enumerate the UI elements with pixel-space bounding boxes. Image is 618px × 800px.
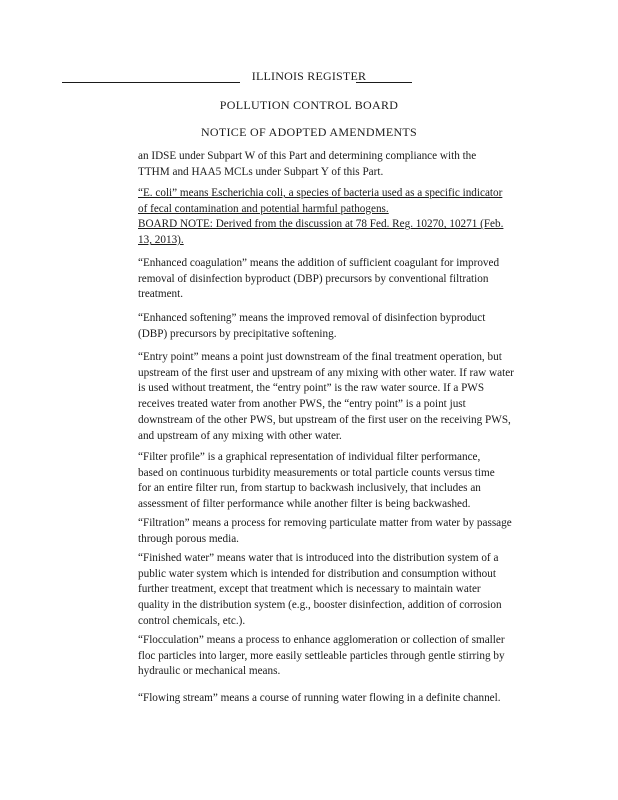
text-line: upstream of the first user and upstream of any mixing with other water. If raw water	[138, 366, 514, 379]
paragraph-finished-water	[138, 551, 523, 630]
text-line: “Entry point” means a point just downstream of the final treatment operation, but	[138, 351, 502, 363]
text-line: and upstream of any mixing with other water.	[138, 429, 342, 442]
paragraph-flowing-stream	[138, 691, 523, 707]
text-line: (DBP) precursors by precipitative softening.	[138, 327, 337, 340]
text-line: public water system which is intended for distribution and consumption without	[138, 567, 496, 580]
text-line: is used without treatment, the “entry point” is the raw water source. If a PWS	[138, 382, 485, 395]
paragraph-entry-point	[138, 350, 523, 444]
text-line: floc particles into larger, more easily settleable particles through gentle stirring by	[138, 649, 505, 662]
paragraph-enhanced-coagulation	[138, 256, 523, 303]
paragraph-filter-profile	[138, 450, 523, 513]
text-line: through porous media.	[138, 532, 239, 545]
paragraph-e-coli	[138, 186, 523, 249]
text-line: control chemicals, etc.).	[138, 614, 246, 627]
text-line: “Enhanced softening” means the improved removal of disinfection byproduct	[138, 312, 486, 324]
text-line: downstream of the other PWS, but upstream of the first user on the receiving PWS,	[138, 413, 511, 426]
text-line: “E. coli” means Escherichia coli, a species of bacteria used as a specific indicator	[138, 187, 503, 199]
text-line: further treatment, except that treatment which is necessary to maintain water	[138, 583, 481, 596]
text-line: TTHM and HAA5 MCLs under Subpart Y of this Part.	[138, 165, 384, 178]
text-line: quality in the distribution system (e.g., booster disinfection, addition of corrosion	[138, 599, 502, 612]
board-note-line: BOARD NOTE: Derived from the discussion at 78 Fed. Reg. 10270, 10271 (Feb.	[138, 218, 504, 231]
text-line: “Flowing stream” means a course of running water flowing in a definite channel.	[138, 692, 501, 704]
text-line: “Filter profile” is a graphical representation of individual filter performance,	[138, 451, 481, 463]
notice-title: NOTICE OF ADOPTED AMENDMENTS	[200, 125, 418, 139]
board-note-line: 13, 2013).	[138, 234, 184, 247]
paragraph-flocculation	[138, 633, 523, 680]
paragraph-continuation	[138, 149, 523, 180]
board-title: POLLUTION CONTROL BOARD	[219, 98, 399, 112]
text-line: receives treated water from another PWS, the “entry point” is a point just	[138, 398, 466, 411]
paragraph-enhanced-softening	[138, 311, 523, 342]
text-line: “Enhanced coagulation” means the addition of sufficient coagulant for improved	[138, 257, 500, 269]
text-line: assessment of filter performance while another filter is being backwashed.	[138, 498, 471, 511]
text-line: treatment.	[138, 288, 184, 301]
register-title: ILLINOIS REGISTER	[251, 69, 367, 83]
text-line: based on continuous turbidity measurements or total particle counts versus time	[138, 466, 495, 479]
text-line: removal of disinfection byproduct (DBP) precursors by conventional filtration	[138, 272, 489, 285]
text-line: “Filtration” means a process for removing particulate matter from water by passage	[138, 517, 512, 529]
paragraph-filtration	[138, 516, 523, 547]
text-line: “Flocculation” means a process to enhance agglomeration or collection of smaller	[138, 634, 505, 646]
text-line: of fecal contamination and potential harmful pathogens.	[138, 202, 389, 215]
text-line: an IDSE under Subpart W of this Part and determining compliance with the	[138, 150, 477, 162]
text-line: for an entire filter run, from startup to backwash inclusively, that includes an	[138, 482, 481, 495]
text-line: hydraulic or mechanical means.	[138, 665, 281, 678]
text-line: “Finished water” means water that is introduced into the distribution system of a	[138, 552, 499, 564]
